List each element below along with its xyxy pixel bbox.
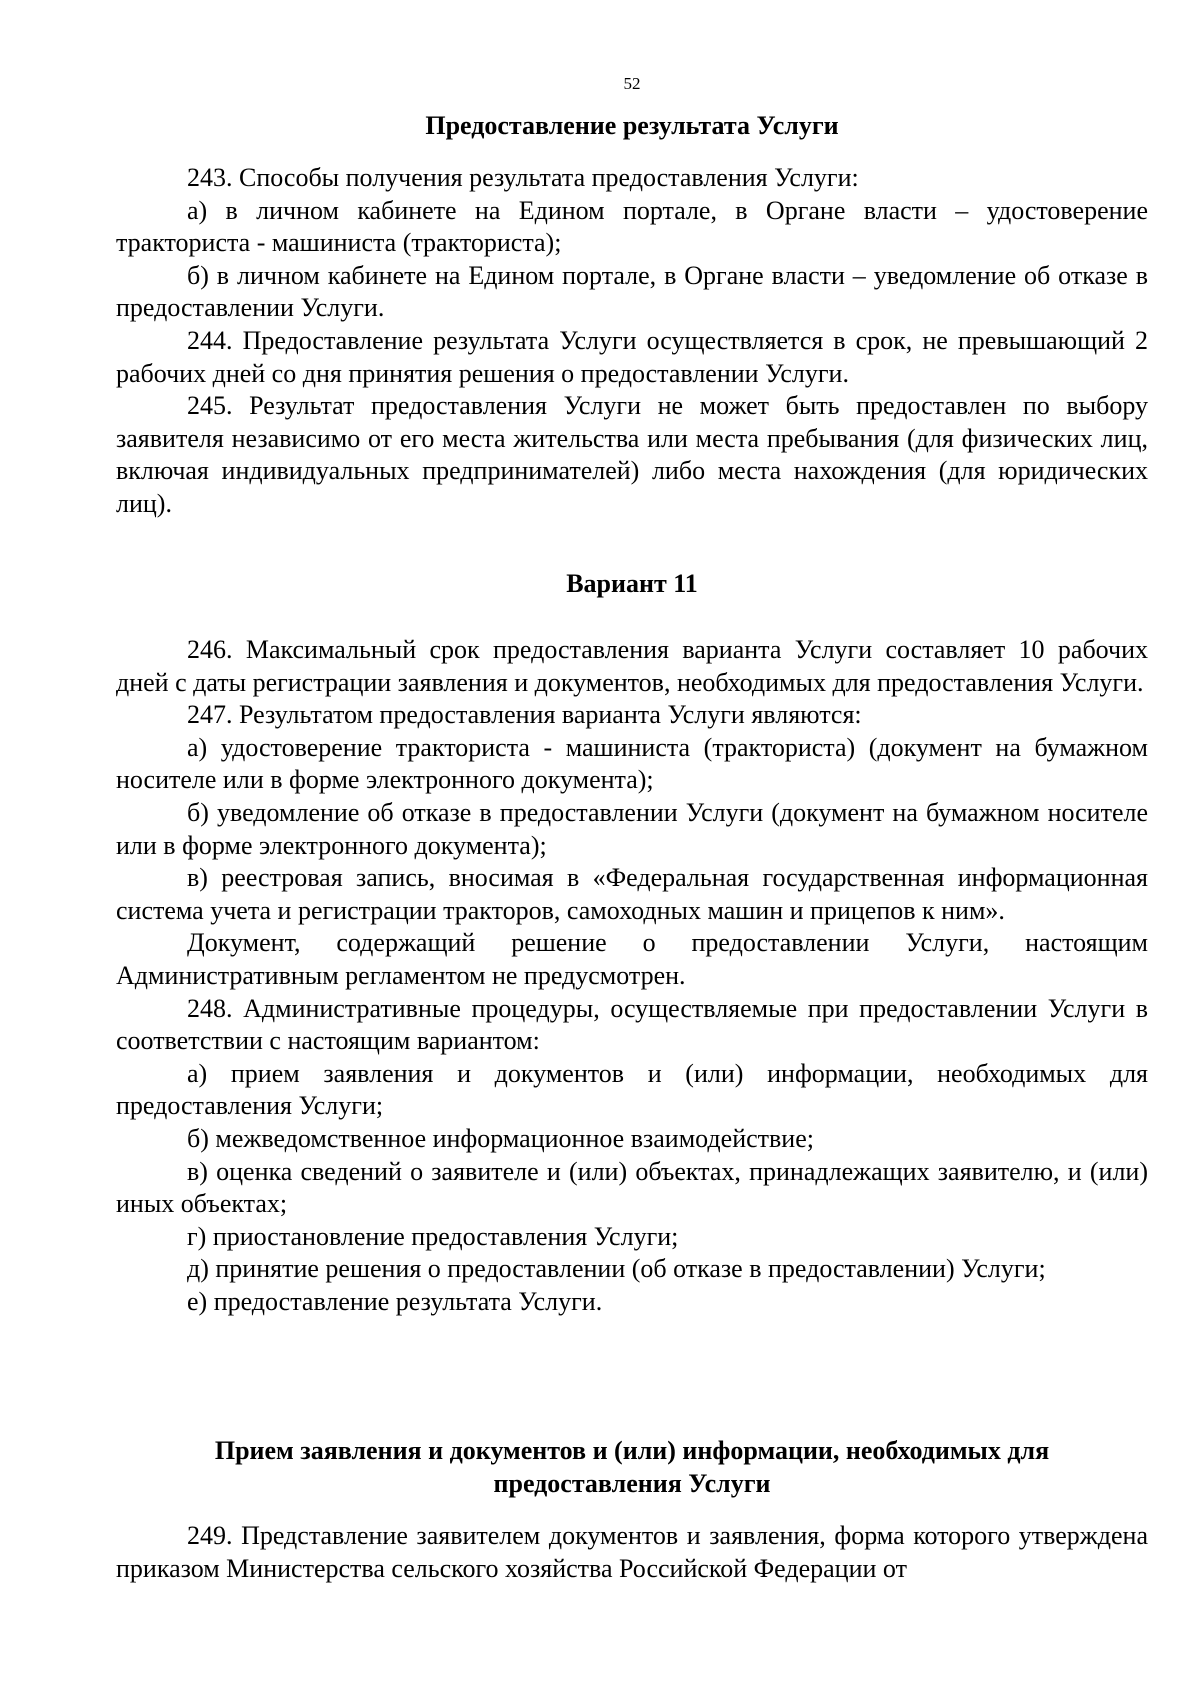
- paragraph-247-b: б) уведомление об отказе в предоставлении Услуги (документ на бумажном носителе или в форме электронного документа);: [116, 797, 1148, 860]
- paragraph-248-e: д) принятие решения о предоставлении (об отказе в предоставлении) Услуги;: [187, 1254, 1046, 1284]
- section-body-result: [116, 162, 1148, 521]
- paragraph-245: 245. Результат предоставления Услуги не может быть предоставлен по выбору заявителя независимо от его места жительства или места пребывания (для физических лиц, включая индивидуальных предпринимателей) либо места нахождения (для юридических лиц).: [116, 391, 1148, 518]
- section-body-variant: [116, 634, 1148, 1318]
- section-heading-intake-line1: Прием заявления и документов и (или) информации, необходимых для: [214, 1436, 1050, 1465]
- paragraph-decision-note: Документ, содержащий решение о предоставлении Услуги, настоящим Административным регламентом не предусмотрен.: [116, 928, 1148, 990]
- paragraph-248-a: а) прием заявления и документов и (или) информации, необходимых для предоставления Услуги;: [116, 1058, 1148, 1121]
- section-heading-intake-line2: предоставления Услуги: [493, 1468, 771, 1498]
- paragraph-248-f: е) предоставление результата Услуги.: [187, 1286, 603, 1316]
- paragraph-246: 246. Максимальный срок предоставления варианта Услуги составляет 10 рабочих дней с даты регистрации заявления и документов, необходимых для предоставления Услуги.: [116, 635, 1148, 697]
- paragraph-247: 247. Результатом предоставления варианта Услуги являются:: [187, 700, 862, 730]
- section-heading-intake: [116, 1435, 1148, 1500]
- page-number: 52: [623, 74, 641, 93]
- paragraph-248-d: г) приостановление предоставления Услуги;: [187, 1221, 679, 1251]
- section-heading-result: Предоставление результата Услуги: [425, 111, 839, 140]
- paragraph-248-c: в) оценка сведений о заявителе и (или) объектах, принадлежащих заявителю, и (или) иных объектах;: [116, 1156, 1148, 1219]
- paragraph-243-b: б) в личном кабинете на Едином портале, в Органе власти – уведомление об отказе в предоставлении Услуги.: [116, 260, 1148, 323]
- section-body-intake: [116, 1520, 1148, 1585]
- paragraph-248: 248. Административные процедуры, осуществляемые при предоставлении Услуги в соответствии с настоящим вариантом:: [116, 993, 1148, 1056]
- section-heading-variant: Вариант 11: [566, 569, 698, 598]
- paragraph-243-a: а) в личном кабинете на Едином портале, в Органе власти – удостоверение тракториста - машиниста (тракториста);: [116, 195, 1148, 258]
- paragraph-243: 243. Способы получения результата предоставления Услуги:: [187, 163, 859, 192]
- paragraph-248-b: б) межведомственное информационное взаимодействие;: [187, 1123, 814, 1153]
- paragraph-249: 249. Представление заявителем документов и заявления, форма которого утверждена приказом Министерства сельского хозяйства Российской Федерации от: [116, 1521, 1148, 1583]
- paragraph-247-a: а) удостоверение тракториста - машиниста (тракториста) (документ на бумажном носителе или в форме электронного документа);: [116, 732, 1148, 795]
- paragraph-247-c: в) реестровая запись, вносимая в «Федеральная государственная информационная система учета и регистрации тракторов, самоходных машин и прицепов к ним».: [116, 863, 1148, 925]
- paragraph-244: 244. Предоставление результата Услуги осуществляется в срок, не превышающий 2 рабочих дней со дня принятия решения о предоставлении Услуги.: [116, 325, 1148, 388]
